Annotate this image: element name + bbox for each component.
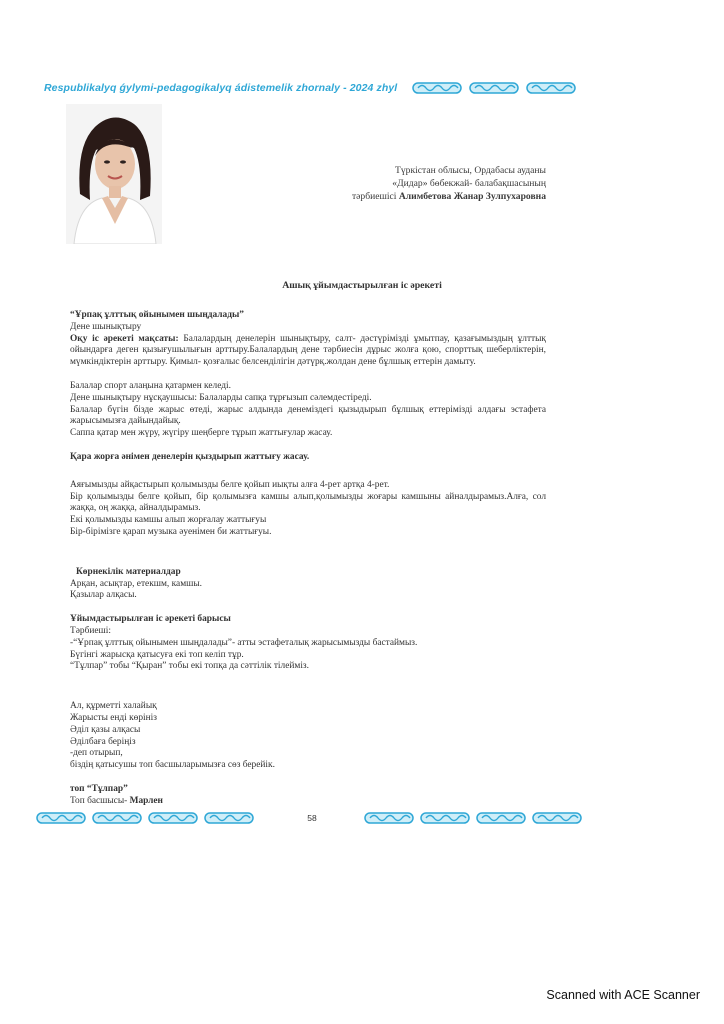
materials-line: Арқан, асықтар, етекшм, камшы.: [70, 578, 202, 589]
lesson-content: [70, 310, 546, 808]
materials-line: Қазылар алқасы.: [70, 590, 137, 601]
ornament-icon: [412, 81, 462, 95]
team-title: топ “Тұлпар”: [70, 783, 128, 794]
speech-line: Әділ қазы алқасы: [70, 724, 141, 735]
process-title: Ұйымдастырылған іс әрекеті барысы: [70, 614, 231, 625]
ornament-icon: [204, 811, 254, 825]
author-name: Алимбетова Жанар Зулпухаровна: [398, 191, 546, 202]
lesson-title: “Ұрпақ ұлттық ойынымен шыңдалады”: [70, 310, 244, 320]
team-leader-name: Марлен: [129, 795, 163, 806]
speech-line: Жарысты енді көрініз: [70, 712, 157, 723]
author-region: Түркістан облысы, Ордабасы ауданы: [395, 165, 546, 176]
exercise-line: Аяғымызды айқастырып қолымызды белге қойып иықты алға 4-рет артқа 4-рет.: [70, 479, 390, 490]
process-line: “Тұлпар” тобы “Қыран” тобы екі топқа да сәттілік тілейміз.: [70, 661, 309, 672]
author-info: [300, 164, 546, 203]
speech-line: біздің қатысушы топ басшыларымызға сөз берейік.: [70, 760, 275, 771]
goal-text: Балалардың денелерін шынықтыру, салт- дәстүрімізді ұмытпау, қазағымыздың ұлттық ойындарға деген қызығушылығын арттыру.Балалардың дене тәрбиесін дұрыс жолға қою, спорттық шеберліктерін, мүмкіндіктерін арттыру. Қимыл- қозғалыс белсенділігін дәтүрқ.жолдан дене бұлшық еттерін дамыту.: [70, 333, 546, 368]
exercise-line: Екі қолымызды камшы алып жорғалау жаттығуы: [70, 515, 267, 526]
footer-ornament-right: [364, 810, 588, 826]
lesson-goal: [70, 334, 546, 369]
process-line: -“Ұрпақ ұлттық ойынымен шыңдалады”- атты эстафеталық жарысымызды бастаймыз.: [70, 637, 418, 648]
portrait-image: [66, 104, 162, 244]
author-kindergarten: «Дидар» бөбекжай- балабақшасының: [392, 178, 546, 189]
page-number: 58: [307, 813, 317, 823]
ornament-icon: [532, 811, 582, 825]
footer-ornament-left: [36, 810, 260, 826]
materials-title: Көрнекілік материалдар: [76, 566, 181, 577]
author-photo: [66, 104, 162, 244]
goal-label: Оқу іс әрекеті мақсаты:: [70, 333, 179, 344]
ornament-icon: [36, 811, 86, 825]
ornament-icon: [420, 811, 470, 825]
speech-line: Әділбаға беріңіз: [70, 736, 136, 747]
speech-line: -деп отырып,: [70, 748, 123, 759]
ornament-icon: [92, 811, 142, 825]
speech-line: Ал, құрметті халайық: [70, 701, 157, 712]
exercise-line: Бір-бірімізге қарап музыка әуенімен би жаттығуы.: [70, 526, 272, 537]
exercise-title: Қара жорға әнімен денелерін қыздырып жаттығу жасау.: [70, 451, 310, 462]
scanner-watermark: Scanned with ACE Scanner: [546, 988, 700, 1002]
ornament-icon: [364, 811, 414, 825]
lesson-subject: Дене шынықтыру: [70, 321, 142, 332]
page-footer: [36, 808, 588, 828]
exercise-line: Бір қолымызды белге қойып, бір қолымызға камшы алып,қолымызды жоғары камшыны айналдырамыз.Алға, сол жаққа, оң жаққа, айналдырамыз.: [70, 491, 546, 514]
warmup-line: Балалар бүгін бізде жарыс өтеді, жарыс алдында денеміздегі қызыдырып бұлшық еттерімізді алдағы эстафета жарысымызға дайындайық.: [70, 404, 546, 427]
journal-header: [44, 78, 584, 98]
section-title: Ашық ұйымдастырылған іс әрекеті: [282, 280, 442, 291]
team-leader-prefix: Топ басшысы-: [70, 795, 128, 806]
warmup-line: Дене шынықтыру нұсқаушысы: Балаларды сапқа тұрғызып сәлемдестіреді.: [70, 392, 372, 403]
ornament-icon: [476, 811, 526, 825]
author-role-line: [300, 190, 546, 203]
ornament-icon: [469, 81, 519, 95]
author-role: тәрбиешісі: [351, 191, 397, 202]
ornament-icon: [148, 811, 198, 825]
warmup-line: Саппа қатар мен жүру, жүгіру шеңберге тұрып жаттығулар жасау.: [70, 428, 333, 439]
team-leader-line: [70, 796, 546, 808]
ornament-icon: [526, 81, 576, 95]
journal-title: Respublikalyq ǵylymi-pedagogikalyq ádistemelik zhornaly - 2024 zhyl: [44, 82, 398, 94]
process-line: Бүгінгі жарысқа қатысуға екі топ келіп тұр.: [70, 649, 244, 660]
header-ornament: [405, 80, 576, 96]
process-line: Тәрбиеші:: [70, 625, 111, 636]
warmup-line: Балалар спорт алаңына қатармен келеді.: [70, 380, 231, 391]
